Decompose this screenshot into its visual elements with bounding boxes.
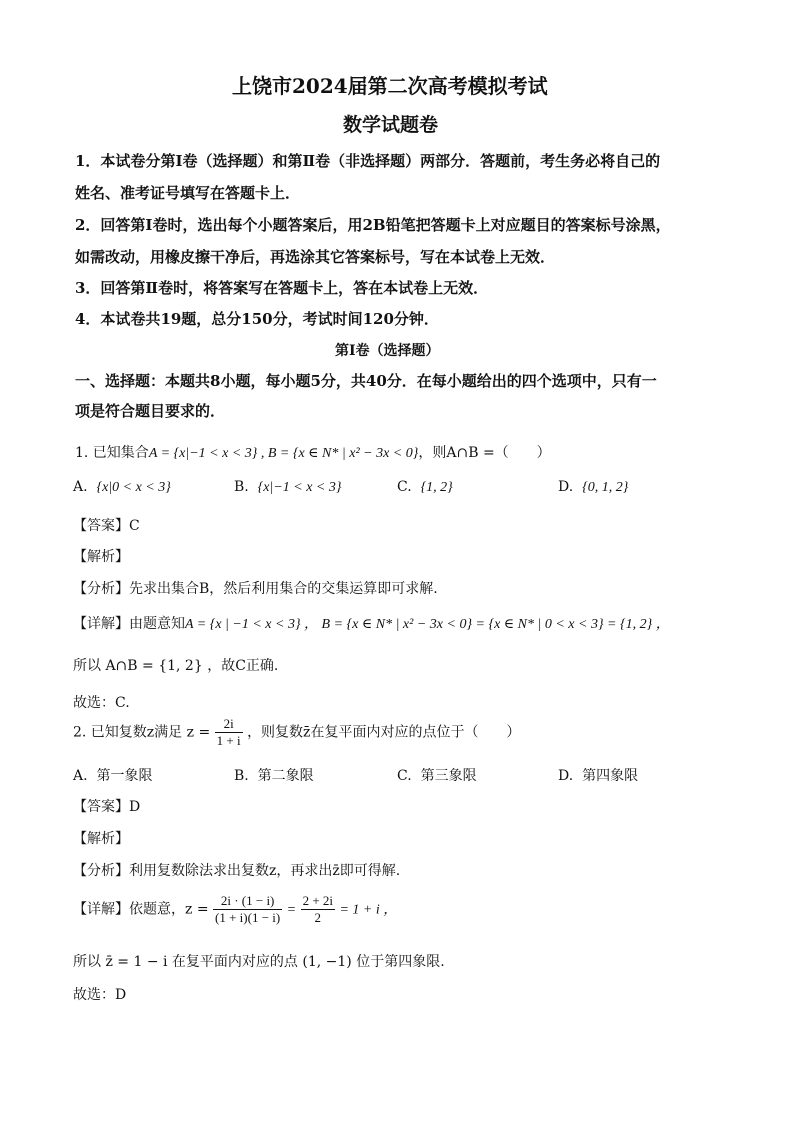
q1-analysis-label: 【解析】 [73, 549, 129, 565]
q2-frac-den: 1 + i [216, 733, 241, 748]
q1-detail-math: A = {x | −1 < x < 3} ， B = {x ∈ N* | x² − 3x < 0} = {x ∈ N* | 0 < x < 3} = {1, 2} ， [185, 617, 670, 632]
instruction-line: 2．回答第Ⅰ卷时，选出每个小题答案后，用2B铅笔把答题卡上对应题目的答案标号涂黑， [75, 216, 671, 234]
q2-fenxi: 【分析】利用复数除法求出复数z，再求出z̄即可得解. [73, 863, 401, 879]
page-subtitle: 数学试题卷 [343, 114, 439, 136]
q2-analysis-label: 【解析】 [73, 831, 129, 847]
option-text: {x|0 < x < 3} [96, 480, 171, 495]
q1-option-b [234, 479, 341, 496]
q2-choose: 故选：D [73, 987, 127, 1003]
option-label: B. [234, 768, 249, 784]
q2-detail-tail: = 1 + i ， [339, 902, 398, 918]
q1-detail [73, 613, 670, 633]
section-heading: 第Ⅰ卷（选择题） [335, 343, 440, 359]
option-label: A. [73, 768, 88, 784]
q2-detail-fraction-1 [213, 893, 282, 926]
section-intro: 项是符合题目要求的． [75, 402, 226, 420]
q1-option-d [558, 479, 628, 496]
q1-option-c [397, 479, 453, 496]
frac-num: 2i · (1 − i) [213, 893, 282, 910]
q1-option-a [73, 479, 171, 496]
option-label: C. [397, 479, 412, 495]
frac-den: (1 + i)(1 − i) [215, 910, 281, 925]
q2-conclusion: 所以 z̄ = 1 − i 在复平面内对应的点 (1, −1) 位于第四象限. [73, 954, 445, 970]
frac-den: 2 [314, 910, 322, 925]
q1-stem-math: A = {x|−1 < x < 3} , B = {x ∈ N* | x² − 3x < 0} [148, 446, 419, 461]
q2-detail [73, 893, 397, 926]
section-intro: 一、选择题：本题共8小题，每小题5分，共40分．在每小题给出的四个选项中，只有一 [75, 372, 657, 390]
option-label: B. [234, 479, 249, 495]
page-title: 上饶市2024届第二次高考模拟考试 [232, 74, 548, 98]
q2-frac-num: 2i [215, 716, 243, 733]
q2-stem-prefix: 2. 已知复数z满足 z = [73, 724, 211, 741]
option-text: {x|−1 < x < 3} [257, 480, 342, 495]
option-text: 第四象限 [582, 768, 639, 784]
q2-option-d [558, 765, 638, 785]
instruction-line: 1．本试卷分第Ⅰ卷（选择题）和第Ⅱ卷（非选择题）两部分．答题前，考生务必将自己的 [75, 152, 661, 170]
option-text: 第三象限 [420, 768, 477, 784]
q2-fraction [215, 716, 243, 749]
option-label: C. [397, 768, 412, 784]
option-text: 第二象限 [257, 768, 314, 784]
instruction-line: 姓名、准考证号填写在答题卡上． [75, 184, 301, 202]
option-label: A. [73, 479, 88, 495]
instruction-line: 4．本试卷共19题，总分150分，考试时间120分钟． [75, 310, 439, 328]
q1-fenxi: 【分析】先求出集合B，然后利用集合的交集运算即可求解. [73, 581, 438, 597]
q1-answer: 【答案】C [73, 518, 140, 534]
q2-stem-suffix: ，则复数z̄在复平面内对应的点位于（ ） [247, 724, 521, 741]
frac-num: 2 + 2i [302, 893, 334, 908]
option-label: D. [558, 768, 574, 784]
option-text: {1, 2} [420, 480, 453, 495]
equals-sign: = [286, 902, 297, 918]
q2-option-a [73, 765, 152, 785]
option-label: D. [558, 479, 574, 495]
option-text: 第一象限 [96, 768, 153, 784]
q2-detail-label: 【详解】依题意，z = [73, 901, 209, 918]
question-2-stem [73, 716, 520, 749]
q2-answer: 【答案】D [73, 799, 141, 815]
q1-conclusion: 所以 A∩B = {1, 2} ，故C正确. [73, 658, 279, 674]
q2-detail-fraction-2 [301, 893, 335, 926]
q1-choose: 故选：C. [73, 695, 130, 711]
question-1-stem [75, 442, 551, 462]
q2-option-b [234, 765, 314, 785]
instruction-line: 3．回答第Ⅱ卷时，将答案写在答题卡上，答在本试卷上无效． [75, 279, 489, 297]
q1-stem-suffix: ，则A∩B =（ ） [418, 445, 551, 461]
q1-detail-label: 【详解】由题意知 [73, 616, 185, 632]
q1-stem-prefix: 1. 已知集合 [75, 445, 149, 461]
q2-option-c [397, 765, 477, 785]
option-text: {0, 1, 2} [582, 480, 629, 495]
instruction-line: 如需改动，用橡皮擦干净后，再选涂其它答案标号，写在本试卷上无效． [75, 248, 556, 266]
